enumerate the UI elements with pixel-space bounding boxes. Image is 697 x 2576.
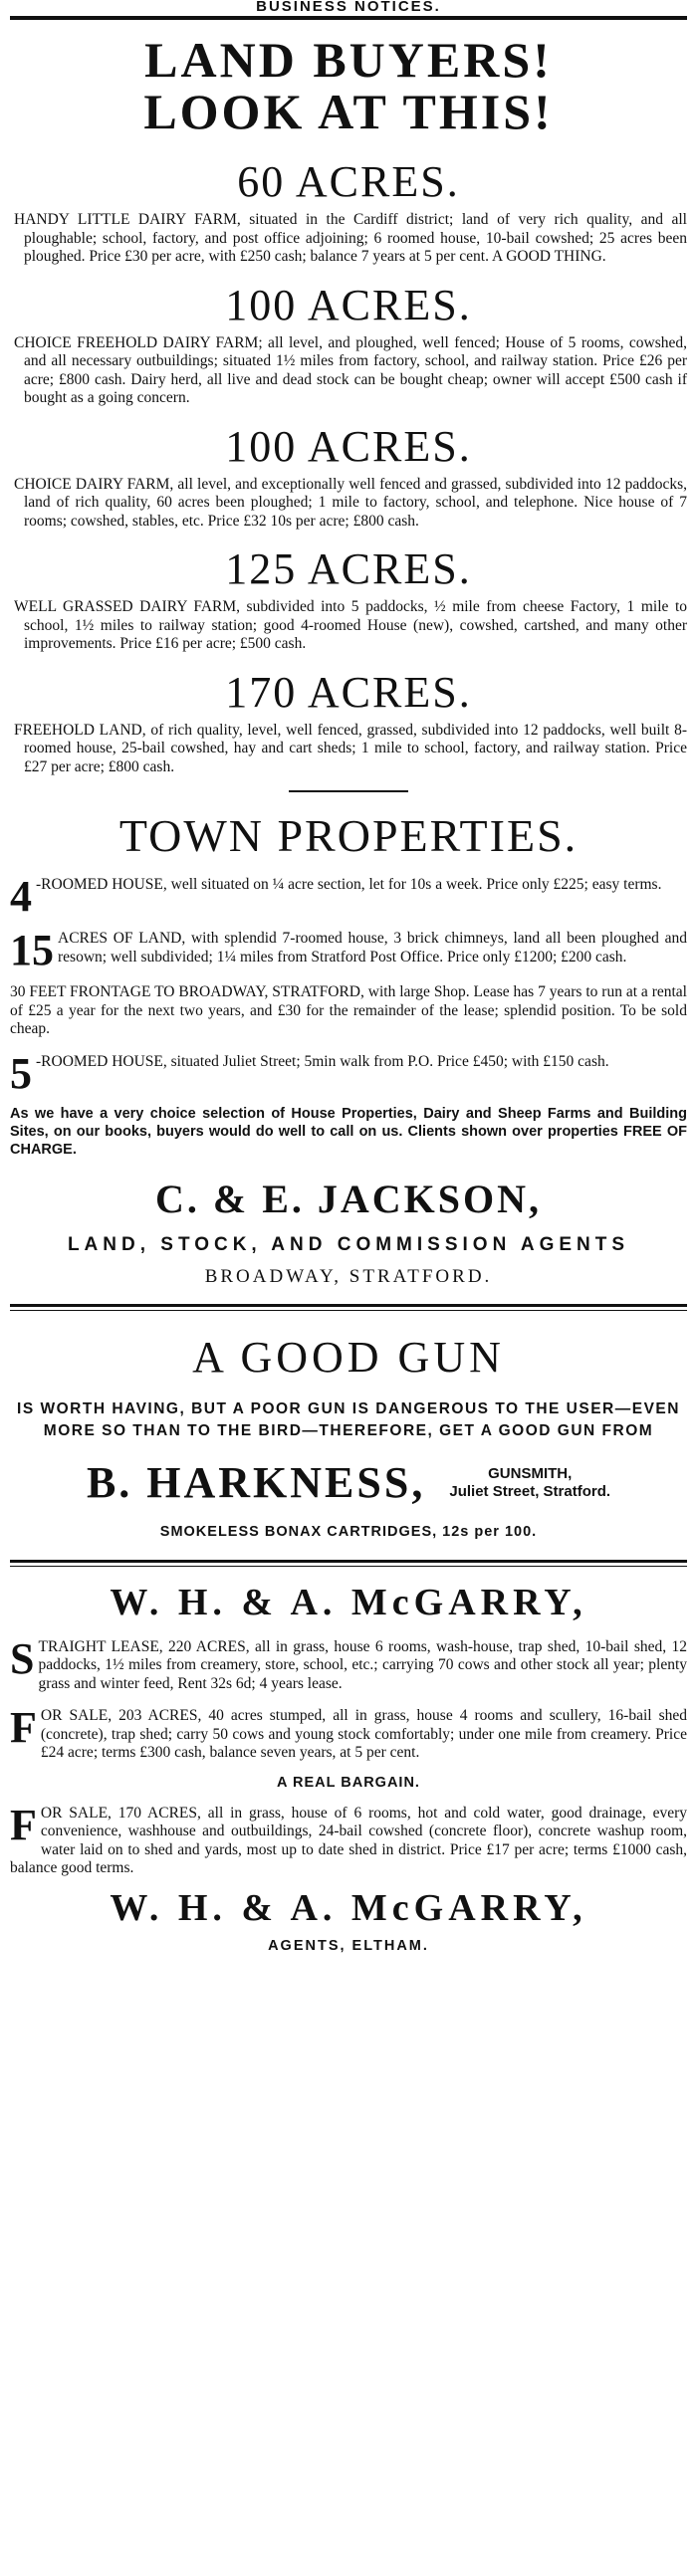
farm-description: FREEHOLD LAND, of rich quality, level, well fenced, grassed, subdivided into 12 paddocks, well built 8-roomed house, 25-bail cowshed, hay and cart sheds; 1 mile to school, factory, and railway station. Price £27 per acre; £800 cash.	[14, 721, 687, 775]
entry-text: -ROOMED HOUSE, well situated on ¼ acre section, let for 10s a week. Price only £225; easy terms.	[36, 876, 662, 893]
headline-line-1: LAND BUYERS!	[144, 32, 553, 88]
farm-description: CHOICE DAIRY FARM, all level, and exceptionally well fenced and grassed, subdivided into 12 paddocks, land of rich quality, 60 acres been ploughed; 1 mile to factory, school, and telephone. Nice house of 7 rooms; cowshed, stables, etc. Price £32 10s per acre; £800 cash.	[14, 475, 687, 530]
town-entry-1	[10, 872, 687, 921]
town-properties-section	[10, 810, 687, 1159]
gunsmith-street: Juliet Street, Stratford.	[449, 1482, 611, 1500]
entry-text: TRAIGHT LEASE, 220 ACRES, all in grass, house 6 rooms, wash-house, trap shed, 10-bail shed, 12 paddocks, 1½ miles from creamery, store, school, etc.; carrying 70 cows and other stock all year; plenty grass and winter feed, Rent 32s 6d; 4 years lease.	[38, 1637, 687, 1692]
agents-line: AGENTS, ELTHAM.	[268, 1937, 429, 1954]
firm-name: W. H. & A. McGARRY,	[110, 1581, 587, 1623]
farm-description: WELL GRASSED DAIRY FARM, subdivided into 5 paddocks, ½ mile from cheese Factory, 1 mile to school, 1½ miles to railway station; good 4-roomed House (new), cowshed, cartshed, and many other improvements. Price £16 per acre; £500 cash.	[14, 598, 687, 652]
drop-cap: 15	[10, 926, 54, 974]
headline	[10, 34, 687, 137]
town-entry-3	[10, 983, 687, 1039]
farm-listing-2	[10, 281, 687, 408]
drop-cap: 4	[10, 872, 32, 921]
firm-address: BROADWAY, STRATFORD.	[204, 1265, 493, 1287]
farm-listing-5	[10, 668, 687, 777]
headline-line-2: LOOK AT THIS!	[143, 84, 554, 139]
mcgarry-entry-1	[10, 1633, 687, 1694]
drop-cap: F	[10, 1703, 37, 1752]
entry-text: OR SALE, 203 ACRES, 40 acres stumped, all in grass, house 4 rooms and scullery, 16-bail shed (concrete), trap shed; carry 50 cows and young stock comfortably; under one mile from creamery. Price £24 acre; terms £300 cash, balance seven years, at 5 per cent.	[40, 1707, 687, 1761]
farm-description: HANDY LITTLE DAIRY FARM, situated in the Cardiff district; land of very rich quality, and all ploughable; school, factory, and post office adjoining; 6 roomed house, 10-bail cowshed; 25 acres been ploughed. Price £30 per acre, with £250 cash; balance 7 years at 5 per cent. A GOOD THING.	[14, 211, 687, 265]
gunsmith-name: B. HARKNESS,	[86, 1457, 426, 1507]
gun-advert	[10, 1333, 687, 1542]
gun-body: IS WORTH HAVING, BUT A POOR GUN IS DANGEROUS TO THE USER—EVEN MORE SO THAN TO THE BIRD—THEREFORE, GET A GOOD GUN FROM	[17, 1399, 680, 1439]
farm-description: CHOICE FREEHOLD DAIRY FARM; all level, and ploughed, well fenced; House of 5 rooms, cowshed, and all necessary outbuildings; situated 1½ miles from factory, school, and railway station. Price £26 per acre; £800 cash. Dairy herd, all live and dead stock can be bought cheap; owner will accept £500 cash if bought as a going concern.	[14, 333, 687, 406]
town-entry-2	[10, 926, 687, 974]
entry-text: -ROOMED HOUSE, situated Juliet Street; 5min walk from P.O. Price £450; with £150 cash.	[36, 1052, 609, 1070]
firm-role: LAND, STOCK, AND COMMISSION AGENTS	[67, 1233, 630, 1255]
mcgarry-entry-3	[10, 1800, 687, 1878]
firm-name: C. & E. JACKSON,	[154, 1176, 543, 1221]
section-title: TOWN PROPERTIES.	[118, 810, 579, 861]
advert-divider	[10, 1560, 687, 1567]
farm-listing-4	[10, 544, 687, 654]
clients-note: As we have a very choice selection of House Properties, Dairy and Sheep Farms and Building Sites, on our books, buyers would do well to call on us. Clients shown over properties FREE OF CHARGE.	[10, 1105, 687, 1158]
drop-cap: F	[10, 1800, 37, 1849]
harkness-line	[10, 1458, 687, 1508]
drop-cap: S	[10, 1633, 35, 1683]
bargain-heading: A REAL BARGAIN.	[277, 1774, 420, 1791]
advert-divider	[10, 1304, 687, 1311]
farm-acres-heading: 60 ACRES.	[237, 157, 460, 206]
firm-name-footer: W. H. & A. McGARRY,	[110, 1886, 587, 1929]
farm-listing-3	[10, 422, 687, 532]
cartridges-line: SMOKELESS BONAX CARTRIDGES, 12s per 100.	[159, 1523, 538, 1540]
gun-title: A GOOD GUN	[192, 1332, 505, 1382]
farm-acres-heading: 100 ACRES.	[225, 280, 472, 329]
entry-text: 30 FEET FRONTAGE TO BROADWAY, STRATFORD, with large Shop. Lease has 7 years to run at a rental of £25 a year for the next two years, and £30 for the remainder of the lease; splendid position. To be sold cheap.	[10, 983, 687, 1037]
farm-acres-heading: 100 ACRES.	[225, 421, 472, 471]
gunsmith-address	[449, 1465, 610, 1501]
mcgarry-entry-2	[10, 1703, 687, 1763]
top-rule	[10, 16, 687, 20]
gunsmith-trade: GUNSMITH,	[488, 1464, 573, 1482]
mcgarry-advert	[10, 1581, 687, 1954]
section-divider	[289, 790, 408, 792]
jackson-advert	[10, 1177, 687, 1290]
entry-text: ACRES OF LAND, with splendid 7-roomed house, 3 brick chimneys, land all been ploughed and resown; well subdivided; 1¼ miles from Stratford Post Office. Price only £1200; £200 cash.	[58, 930, 687, 966]
entry-text: OR SALE, 170 ACRES, all in grass, house of 6 rooms, hot and cold water, good drainage, every convenience, washhouse and outbuildings, 24-bail cowshed (concrete floor), concrete washup room, water laid on to shed and yards, most up to date shed in district. Price £17 per acre; terms £1000 cash, balance good terms.	[10, 1804, 687, 1876]
farm-acres-heading: 125 ACRES.	[225, 544, 472, 593]
drop-cap: 5	[10, 1048, 32, 1098]
masthead: BUSINESS NOTICES.	[256, 0, 441, 15]
farm-acres-heading: 170 ACRES.	[225, 667, 472, 717]
farm-listing-1	[10, 157, 687, 267]
town-entry-4	[10, 1048, 687, 1098]
